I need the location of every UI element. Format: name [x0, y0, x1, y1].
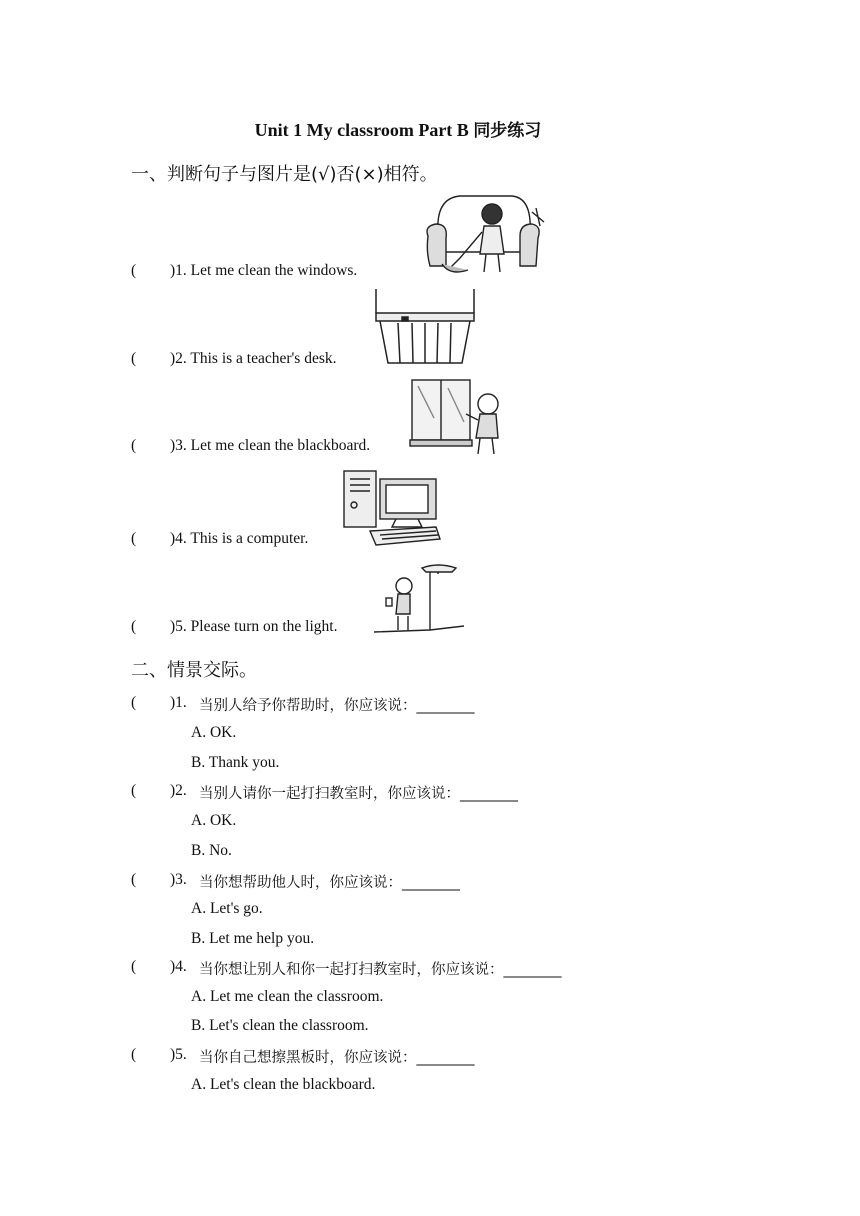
- section2-heading: 二、情景交际。: [131, 660, 257, 681]
- title-latin: Unit 1 My classroom Part B: [254, 120, 469, 140]
- section2-question-1: [0, 694, 860, 716]
- question-number: )4.: [170, 958, 187, 975]
- computer-icon: [340, 467, 444, 549]
- answer-paren[interactable]: (: [131, 437, 137, 454]
- question-number: )2.: [170, 782, 187, 799]
- page-title: [0, 116, 796, 141]
- answer-paren[interactable]: (: [131, 694, 137, 711]
- option: B. No.: [191, 842, 232, 859]
- answer-paren[interactable]: (: [131, 350, 137, 367]
- section1-heading: 一、判断句子与图片是(√)否(×)相符。: [131, 164, 438, 185]
- question-text: 当你自己想擦黑板时，你应该说：________: [199, 1050, 475, 1066]
- answer-paren[interactable]: (: [131, 782, 137, 799]
- desk-icon: [372, 287, 478, 367]
- section2-question-5: [0, 1046, 860, 1068]
- answer-paren[interactable]: (: [131, 871, 137, 888]
- boy-light-switch-icon: [372, 560, 466, 638]
- option: A. OK.: [191, 724, 237, 741]
- item-text: )3. Let me clean the blackboard.: [170, 437, 371, 454]
- girl-sweeping-sofa-icon: [420, 192, 546, 280]
- question-number: )3.: [170, 871, 187, 888]
- answer-paren[interactable]: (: [131, 618, 137, 635]
- question-number: )5.: [170, 1046, 187, 1063]
- option: A. Let's clean the blackboard.: [191, 1076, 376, 1093]
- option: A. Let me clean the classroom.: [191, 988, 384, 1005]
- option: A. Let's go.: [191, 900, 263, 917]
- answer-paren[interactable]: (: [131, 1046, 137, 1063]
- item-text: )1. Let me clean the windows.: [170, 262, 358, 279]
- title-cjk: 同步练习: [473, 121, 542, 141]
- option: B. Let's clean the classroom.: [191, 1017, 369, 1034]
- option: A. OK.: [191, 812, 237, 829]
- question-text: 当你想帮助他人时，你应该说：________: [199, 875, 460, 891]
- answer-paren[interactable]: (: [131, 958, 137, 975]
- item-text: )5. Please turn on the light.: [170, 618, 338, 635]
- question-text: 当别人给予你帮助时，你应该说：________: [199, 698, 475, 714]
- option: B. Thank you.: [191, 754, 280, 771]
- question-text: 当你想让别人和你一起打扫教室时，你应该说：________: [199, 962, 562, 978]
- answer-paren[interactable]: (: [131, 530, 137, 547]
- option: B. Let me help you.: [191, 930, 315, 947]
- section2-question-2: [0, 782, 860, 804]
- section2-question-3: [0, 871, 860, 893]
- item-text: )2. This is a teacher's desk.: [170, 350, 337, 367]
- item-text: )4. This is a computer.: [170, 530, 309, 547]
- answer-paren[interactable]: (: [131, 262, 137, 279]
- question-number: )1.: [170, 694, 187, 711]
- boy-cleaning-window-icon: [408, 378, 508, 458]
- section2-question-4: [0, 958, 860, 980]
- question-text: 当别人请你一起打扫教室时，你应该说：________: [199, 786, 518, 802]
